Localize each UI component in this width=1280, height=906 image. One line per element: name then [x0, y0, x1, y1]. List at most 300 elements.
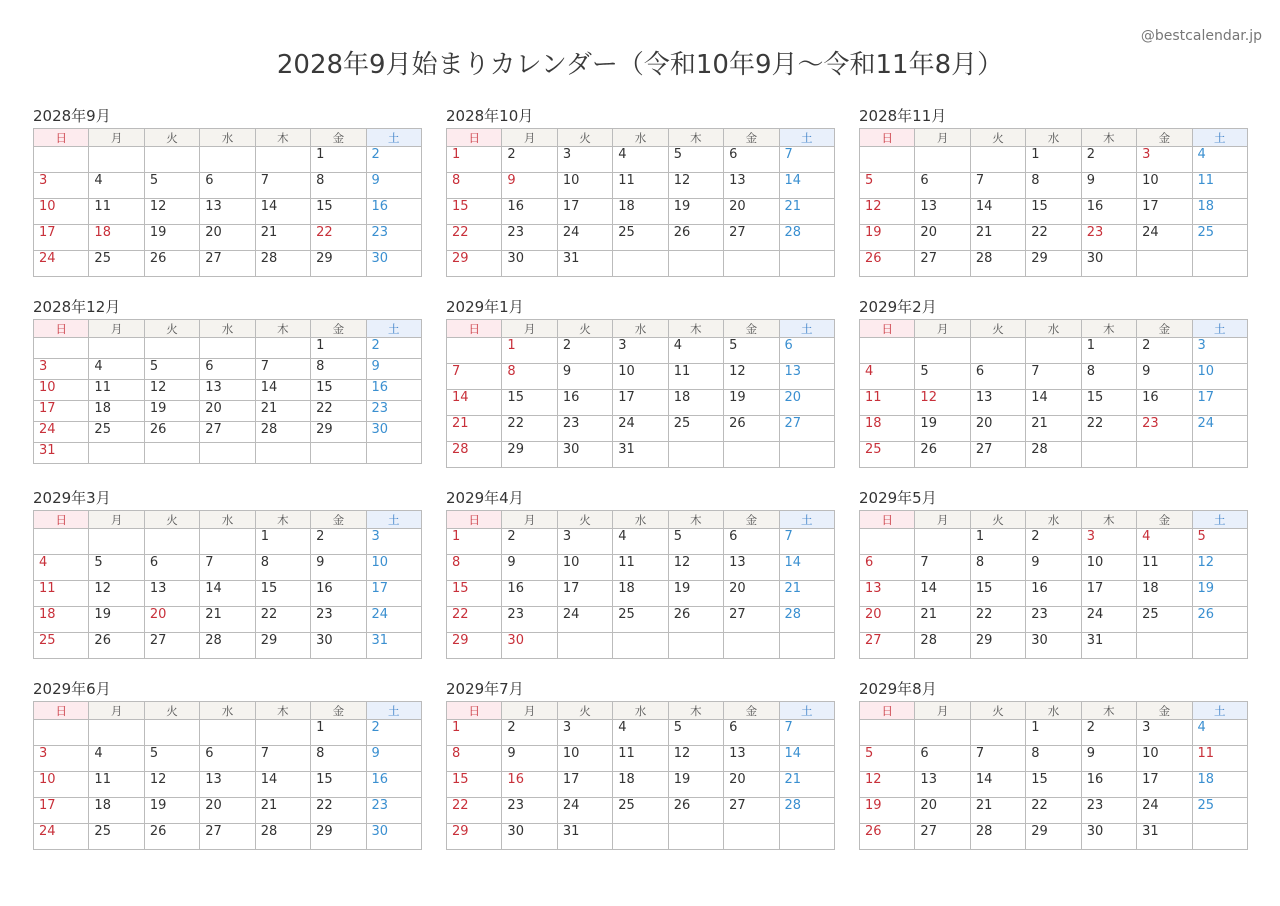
- month-title: 2028年9月: [33, 107, 111, 125]
- week-row: [34, 401, 422, 422]
- day-cell: [1192, 824, 1247, 850]
- month-calendar: [33, 106, 422, 297]
- day-cell: 17: [1081, 581, 1136, 607]
- day-cell: 8: [311, 173, 366, 199]
- week-row: [447, 529, 835, 555]
- day-cell: 11: [1192, 746, 1247, 772]
- day-cell: 27: [200, 824, 255, 850]
- day-cell: [200, 529, 255, 555]
- week-row: [860, 225, 1248, 251]
- day-cell: 23: [366, 798, 421, 824]
- day-cell: 3: [34, 746, 89, 772]
- day-cell: [970, 338, 1025, 364]
- day-cell: 22: [311, 798, 366, 824]
- day-cell: 27: [144, 633, 199, 659]
- day-cell: 22: [970, 607, 1025, 633]
- weekday-label: 土: [1192, 129, 1247, 147]
- day-cell: [724, 633, 779, 659]
- day-cell: [915, 529, 970, 555]
- day-cell: 18: [89, 401, 144, 422]
- day-cell: 9: [1081, 173, 1136, 199]
- day-cell: 8: [255, 555, 310, 581]
- week-row: [447, 416, 835, 442]
- day-cell: 5: [860, 173, 915, 199]
- day-cell: [860, 720, 915, 746]
- day-cell: [915, 720, 970, 746]
- site-credit: @bestcalendar.jp: [1140, 28, 1262, 44]
- weekday-label: 金: [1137, 702, 1192, 720]
- month-title: 2029年7月: [446, 680, 524, 698]
- day-cell: 23: [502, 225, 557, 251]
- day-cell: [779, 251, 834, 277]
- day-cell: 16: [366, 199, 421, 225]
- day-cell: 1: [447, 147, 502, 173]
- day-cell: [668, 633, 723, 659]
- weekday-label: 土: [779, 129, 834, 147]
- week-row: [860, 529, 1248, 555]
- weekday-label: 水: [1026, 320, 1081, 338]
- day-cell: 12: [89, 581, 144, 607]
- day-cell: 2: [502, 529, 557, 555]
- day-cell: 28: [200, 633, 255, 659]
- day-cell: [89, 147, 144, 173]
- month-table: [33, 128, 422, 277]
- weekday-label: 金: [311, 511, 366, 529]
- day-cell: 21: [915, 607, 970, 633]
- day-cell: 27: [200, 251, 255, 277]
- day-cell: 25: [613, 607, 668, 633]
- month-calendar: [446, 297, 835, 488]
- day-cell: 20: [200, 798, 255, 824]
- day-cell: 16: [1137, 390, 1192, 416]
- day-cell: 29: [502, 442, 557, 468]
- week-row: [860, 720, 1248, 746]
- day-cell: 23: [311, 607, 366, 633]
- day-cell: [144, 720, 199, 746]
- day-cell: 31: [366, 633, 421, 659]
- weekday-label: 月: [915, 320, 970, 338]
- day-cell: 31: [34, 443, 89, 464]
- day-cell: 28: [779, 607, 834, 633]
- weekday-label: 日: [34, 702, 89, 720]
- day-cell: [255, 147, 310, 173]
- week-row: [860, 607, 1248, 633]
- day-cell: 8: [447, 555, 502, 581]
- day-cell: 11: [613, 173, 668, 199]
- day-cell: 24: [557, 798, 612, 824]
- day-cell: 23: [1026, 607, 1081, 633]
- day-cell: 19: [144, 225, 199, 251]
- day-cell: [724, 251, 779, 277]
- day-cell: 1: [1026, 147, 1081, 173]
- day-cell: 19: [668, 199, 723, 225]
- week-row: [447, 390, 835, 416]
- day-cell: 13: [915, 772, 970, 798]
- day-cell: 6: [724, 147, 779, 173]
- day-cell: 21: [970, 225, 1025, 251]
- month-calendar: [859, 297, 1248, 488]
- day-cell: 9: [366, 359, 421, 380]
- weekday-label: 木: [1081, 702, 1136, 720]
- day-cell: 24: [1192, 416, 1247, 442]
- day-cell: 3: [366, 529, 421, 555]
- day-cell: 10: [34, 772, 89, 798]
- day-cell: 14: [447, 390, 502, 416]
- day-cell: 14: [779, 173, 834, 199]
- day-cell: 14: [255, 380, 310, 401]
- week-row: [447, 633, 835, 659]
- day-cell: 3: [1137, 147, 1192, 173]
- day-cell: 19: [724, 390, 779, 416]
- day-cell: 5: [724, 338, 779, 364]
- week-row: [34, 225, 422, 251]
- day-cell: 1: [970, 529, 1025, 555]
- day-cell: 21: [255, 798, 310, 824]
- day-cell: 27: [860, 633, 915, 659]
- day-cell: 7: [255, 746, 310, 772]
- day-cell: 8: [1026, 173, 1081, 199]
- day-cell: 22: [311, 401, 366, 422]
- week-row: [34, 824, 422, 850]
- day-cell: 24: [34, 422, 89, 443]
- day-cell: [970, 147, 1025, 173]
- week-row: [447, 824, 835, 850]
- day-cell: 10: [1192, 364, 1247, 390]
- day-cell: 11: [89, 772, 144, 798]
- day-cell: 20: [724, 199, 779, 225]
- month-title: 2029年4月: [446, 489, 524, 507]
- week-row: [447, 225, 835, 251]
- day-cell: 12: [668, 173, 723, 199]
- day-cell: [613, 824, 668, 850]
- day-cell: 23: [366, 225, 421, 251]
- day-cell: 9: [502, 746, 557, 772]
- day-cell: 13: [915, 199, 970, 225]
- day-cell: 6: [915, 173, 970, 199]
- day-cell: 22: [447, 225, 502, 251]
- day-cell: 22: [1026, 798, 1081, 824]
- day-cell: 25: [613, 225, 668, 251]
- day-cell: 4: [89, 746, 144, 772]
- day-cell: 9: [502, 173, 557, 199]
- week-row: [860, 798, 1248, 824]
- day-cell: 7: [447, 364, 502, 390]
- day-cell: 25: [89, 251, 144, 277]
- weekday-label: 土: [366, 320, 421, 338]
- day-cell: 13: [200, 380, 255, 401]
- day-cell: [557, 633, 612, 659]
- weekday-label: 火: [557, 511, 612, 529]
- day-cell: 15: [311, 772, 366, 798]
- day-cell: 4: [668, 338, 723, 364]
- week-row: [447, 199, 835, 225]
- day-cell: 1: [502, 338, 557, 364]
- day-cell: 30: [502, 251, 557, 277]
- day-cell: 21: [970, 798, 1025, 824]
- day-cell: 9: [1137, 364, 1192, 390]
- day-cell: 25: [1137, 607, 1192, 633]
- weekday-label: 水: [613, 320, 668, 338]
- weekday-label: 金: [724, 320, 779, 338]
- weekday-label: 火: [144, 702, 199, 720]
- day-cell: 14: [915, 581, 970, 607]
- day-cell: 27: [724, 607, 779, 633]
- day-cell: 18: [89, 225, 144, 251]
- day-cell: 2: [557, 338, 612, 364]
- day-cell: 7: [915, 555, 970, 581]
- month-calendar: [859, 679, 1248, 870]
- day-cell: 17: [1137, 199, 1192, 225]
- day-cell: 25: [613, 798, 668, 824]
- day-cell: 6: [779, 338, 834, 364]
- day-cell: [779, 633, 834, 659]
- day-cell: 3: [1192, 338, 1247, 364]
- day-cell: 15: [1026, 199, 1081, 225]
- day-cell: 14: [1026, 390, 1081, 416]
- day-cell: 30: [366, 824, 421, 850]
- day-cell: 17: [557, 772, 612, 798]
- day-cell: 28: [779, 225, 834, 251]
- day-cell: 17: [613, 390, 668, 416]
- day-cell: [34, 720, 89, 746]
- week-row: [860, 416, 1248, 442]
- week-row: [860, 390, 1248, 416]
- day-cell: 27: [200, 422, 255, 443]
- day-cell: 2: [311, 529, 366, 555]
- weekday-label: 木: [255, 320, 310, 338]
- day-cell: 7: [255, 173, 310, 199]
- day-cell: 4: [613, 720, 668, 746]
- day-cell: 12: [724, 364, 779, 390]
- day-cell: 10: [1081, 555, 1136, 581]
- day-cell: 8: [447, 746, 502, 772]
- weekday-label: 日: [34, 320, 89, 338]
- month-title: 2029年6月: [33, 680, 111, 698]
- week-row: [34, 555, 422, 581]
- day-cell: 18: [1192, 772, 1247, 798]
- day-cell: 2: [1026, 529, 1081, 555]
- day-cell: 23: [1081, 798, 1136, 824]
- day-cell: 30: [366, 251, 421, 277]
- day-cell: [1192, 442, 1247, 468]
- day-cell: 16: [366, 380, 421, 401]
- month-title: 2029年8月: [859, 680, 937, 698]
- day-cell: 11: [89, 199, 144, 225]
- month-title: 2029年5月: [859, 489, 937, 507]
- day-cell: 16: [366, 772, 421, 798]
- day-cell: 26: [144, 422, 199, 443]
- day-cell: 7: [970, 173, 1025, 199]
- weekday-label: 土: [779, 702, 834, 720]
- day-cell: 5: [668, 529, 723, 555]
- week-row: [34, 529, 422, 555]
- day-cell: [1081, 442, 1136, 468]
- day-cell: 21: [255, 225, 310, 251]
- day-cell: 15: [447, 199, 502, 225]
- week-row: [447, 772, 835, 798]
- week-row: [447, 720, 835, 746]
- month-calendar: [33, 488, 422, 679]
- day-cell: 3: [34, 173, 89, 199]
- day-cell: 21: [255, 401, 310, 422]
- day-cell: 13: [200, 772, 255, 798]
- day-cell: 20: [724, 581, 779, 607]
- week-row: [860, 581, 1248, 607]
- day-cell: 13: [970, 390, 1025, 416]
- weekday-label: 日: [34, 511, 89, 529]
- day-cell: 12: [144, 199, 199, 225]
- day-cell: 14: [970, 199, 1025, 225]
- weekday-label: 水: [1026, 129, 1081, 147]
- calendar-grid: [33, 106, 1247, 870]
- weekday-label: 火: [970, 511, 1025, 529]
- weekday-label: 土: [779, 320, 834, 338]
- weekday-label: 金: [724, 129, 779, 147]
- day-cell: 31: [613, 442, 668, 468]
- day-cell: [34, 338, 89, 359]
- day-cell: 13: [144, 581, 199, 607]
- day-cell: 10: [34, 199, 89, 225]
- week-row: [860, 338, 1248, 364]
- day-cell: 2: [502, 720, 557, 746]
- day-cell: 10: [557, 173, 612, 199]
- week-row: [447, 173, 835, 199]
- weekday-label: 月: [89, 320, 144, 338]
- weekday-label: 木: [255, 129, 310, 147]
- day-cell: 31: [557, 824, 612, 850]
- week-row: [860, 364, 1248, 390]
- month-table: [859, 128, 1248, 277]
- day-cell: 8: [502, 364, 557, 390]
- day-cell: 25: [34, 633, 89, 659]
- day-cell: 26: [668, 798, 723, 824]
- weekday-label: 水: [1026, 702, 1081, 720]
- day-cell: 29: [970, 633, 1025, 659]
- day-cell: 28: [970, 251, 1025, 277]
- day-cell: 6: [200, 173, 255, 199]
- day-cell: 2: [1081, 720, 1136, 746]
- day-cell: 5: [89, 555, 144, 581]
- day-cell: 15: [1026, 772, 1081, 798]
- day-cell: 16: [502, 772, 557, 798]
- day-cell: 27: [915, 824, 970, 850]
- day-cell: 29: [1026, 824, 1081, 850]
- day-cell: 27: [724, 798, 779, 824]
- day-cell: 12: [1192, 555, 1247, 581]
- day-cell: 6: [860, 555, 915, 581]
- weekday-header: [447, 320, 835, 338]
- day-cell: 20: [860, 607, 915, 633]
- day-cell: 5: [668, 147, 723, 173]
- day-cell: 1: [447, 720, 502, 746]
- weekday-label: 金: [724, 702, 779, 720]
- day-cell: 29: [311, 824, 366, 850]
- week-row: [860, 746, 1248, 772]
- week-row: [447, 338, 835, 364]
- day-cell: [779, 442, 834, 468]
- day-cell: 15: [1081, 390, 1136, 416]
- day-cell: 23: [1081, 225, 1136, 251]
- day-cell: 3: [557, 147, 612, 173]
- weekday-label: 土: [366, 702, 421, 720]
- day-cell: 24: [34, 251, 89, 277]
- day-cell: 11: [668, 364, 723, 390]
- day-cell: 19: [144, 798, 199, 824]
- week-row: [860, 772, 1248, 798]
- day-cell: 3: [613, 338, 668, 364]
- day-cell: [255, 443, 310, 464]
- day-cell: 9: [366, 746, 421, 772]
- day-cell: 30: [502, 824, 557, 850]
- week-row: [860, 442, 1248, 468]
- month-title: 2028年12月: [33, 298, 121, 316]
- weekday-label: 金: [724, 511, 779, 529]
- weekday-header: [34, 702, 422, 720]
- day-cell: 24: [557, 225, 612, 251]
- day-cell: 17: [1192, 390, 1247, 416]
- day-cell: 11: [613, 746, 668, 772]
- week-row: [860, 173, 1248, 199]
- day-cell: 29: [1026, 251, 1081, 277]
- day-cell: 30: [1026, 633, 1081, 659]
- day-cell: [447, 338, 502, 364]
- day-cell: 26: [668, 225, 723, 251]
- weekday-label: 月: [502, 320, 557, 338]
- weekday-label: 日: [860, 320, 915, 338]
- weekday-label: 月: [89, 129, 144, 147]
- week-row: [34, 443, 422, 464]
- day-cell: 31: [1081, 633, 1136, 659]
- day-cell: [1192, 251, 1247, 277]
- day-cell: 26: [1192, 607, 1247, 633]
- day-cell: 10: [34, 380, 89, 401]
- weekday-label: 日: [447, 511, 502, 529]
- day-cell: 20: [200, 225, 255, 251]
- day-cell: 6: [200, 359, 255, 380]
- day-cell: [89, 529, 144, 555]
- weekday-label: 木: [255, 702, 310, 720]
- weekday-label: 日: [860, 702, 915, 720]
- weekday-label: 土: [779, 511, 834, 529]
- day-cell: 3: [34, 359, 89, 380]
- day-cell: 13: [779, 364, 834, 390]
- weekday-header: [860, 320, 1248, 338]
- day-cell: 11: [1192, 173, 1247, 199]
- day-cell: 13: [860, 581, 915, 607]
- day-cell: 6: [915, 746, 970, 772]
- day-cell: 21: [1026, 416, 1081, 442]
- page-title: 2028年9月始まりカレンダー（令和10年9月〜令和11年8月）: [276, 50, 1004, 80]
- day-cell: 9: [1026, 555, 1081, 581]
- week-row: [34, 581, 422, 607]
- day-cell: 3: [557, 529, 612, 555]
- week-row: [34, 338, 422, 359]
- day-cell: 10: [1137, 746, 1192, 772]
- day-cell: 4: [1192, 147, 1247, 173]
- day-cell: 19: [1192, 581, 1247, 607]
- day-cell: [970, 720, 1025, 746]
- week-row: [447, 147, 835, 173]
- week-row: [860, 251, 1248, 277]
- weekday-label: 木: [1081, 511, 1136, 529]
- day-cell: 7: [1026, 364, 1081, 390]
- day-cell: 13: [724, 173, 779, 199]
- month-calendar: [33, 297, 422, 488]
- day-cell: 11: [89, 380, 144, 401]
- week-row: [447, 442, 835, 468]
- day-cell: 22: [447, 607, 502, 633]
- day-cell: 22: [255, 607, 310, 633]
